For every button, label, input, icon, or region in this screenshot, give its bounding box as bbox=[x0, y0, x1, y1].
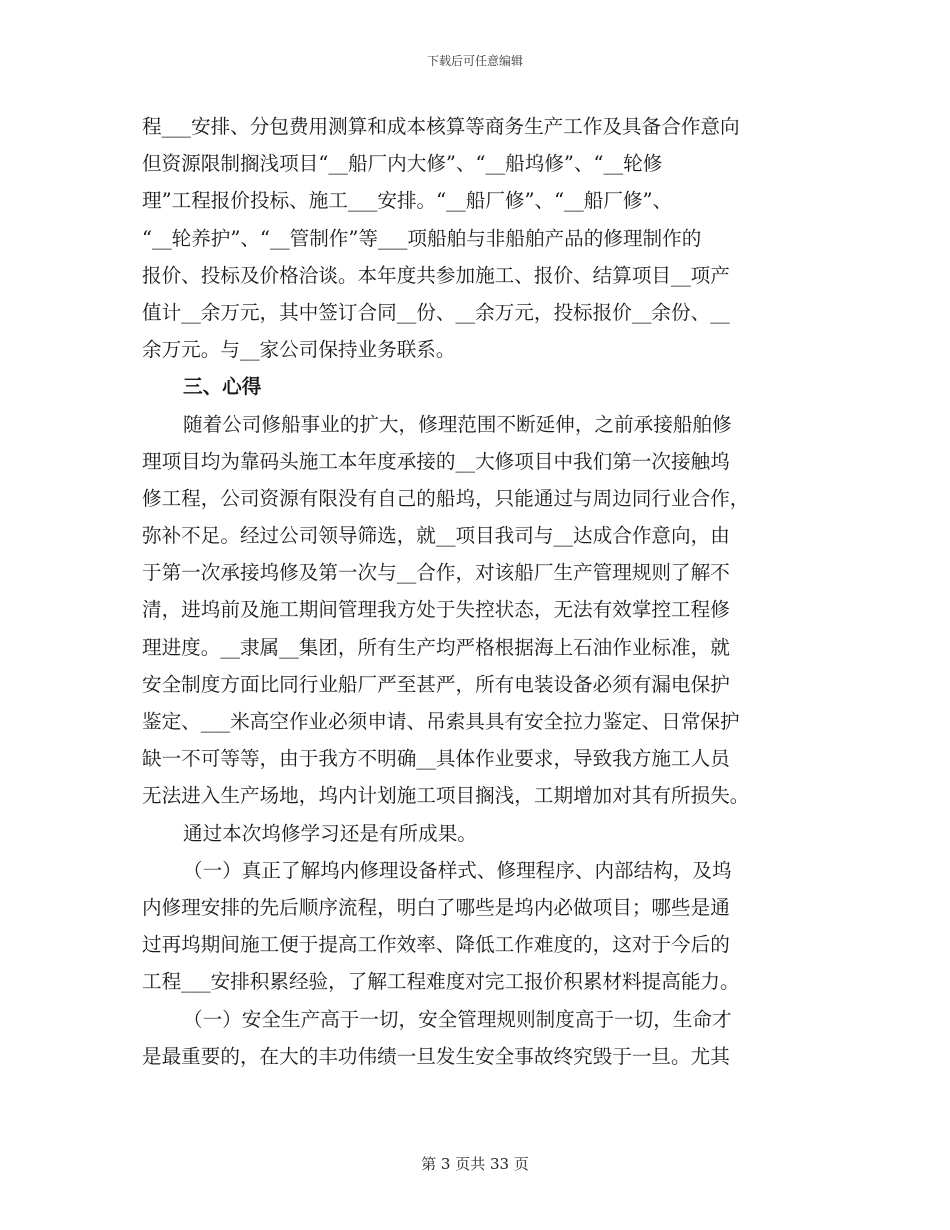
paragraph-line: 于第一次承接坞修及第一次与__合作，对该船厂生产管理规则了解不 bbox=[142, 561, 730, 585]
paragraph-line: 理”工程报价投标、施工___安排。“__船厂修”、“__船厂修”、 bbox=[142, 189, 673, 213]
document-body bbox=[142, 108, 812, 1075]
paragraph-line: 无法进入生产场地，坞内计划施工项目搁浅，工期增加对其有所损失。 bbox=[142, 784, 750, 808]
paragraph-line: 理进度。__隶属__集团，所有生产均严格根据海上石油作业标准，就 bbox=[142, 635, 730, 659]
section-heading: 三、心得 bbox=[183, 375, 262, 399]
paragraph-line: 修工程，公司资源有限没有自己的船坞，只能通过与周边同行业合作， bbox=[142, 486, 750, 510]
page-header: 下载后可任意编辑 bbox=[426, 54, 523, 68]
paragraph-line: （一）真正了解坞内修理设备样式、修理程序、内部结构，及坞 bbox=[183, 858, 732, 882]
paragraph-line: 缺一不可等等，由于我方不明确__具体作业要求，导致我方施工人员 bbox=[142, 747, 730, 771]
paragraph-line: “__轮养护”、“__管制作”等___项船舶与非船舶产品的修理制作的 bbox=[142, 226, 702, 250]
paragraph-line: 报价、投标及价格洽谈。本年度共参加施工、报价、结算项目__项产 bbox=[142, 263, 730, 287]
paragraph-line: 工程___安排积累经验，了解工程难度对完工报价积累材料提高能力。 bbox=[142, 970, 740, 994]
paragraph-line: 但资源限制搁浅项目“__船厂内大修”、“__船坞修”、“__轮修 bbox=[142, 152, 663, 176]
paragraph-line: 内修理安排的先后顺序流程，明白了哪些是坞内必做项目；哪些是通 bbox=[142, 895, 730, 919]
paragraph-line: 是最重要的，在大的丰功伟绩一旦发生安全事故终究毁于一旦。尤其 bbox=[142, 1044, 730, 1068]
paragraph-line: 过再坞期间施工便于提高工作效率、降低工作难度的，这对于今后的 bbox=[142, 933, 730, 957]
paragraph-line: 通过本次坞修学习还是有所成果。 bbox=[183, 821, 477, 845]
paragraph-line: 余万元。与__家公司保持业务联系。 bbox=[142, 338, 456, 362]
paragraph-line: 程___安排、分包费用测算和成本核算等商务生产工作及具备合作意向 bbox=[142, 115, 740, 138]
paragraph-line: （一）安全生产高于一切，安全管理规则制度高于一切，生命才 bbox=[183, 1007, 732, 1031]
paragraph-line: 鉴定、___米高空作业必须申请、吊索具具有安全拉力鉴定、日常保护 bbox=[142, 710, 740, 733]
page-footer: 第 3 页共 33 页 bbox=[421, 1155, 529, 1173]
paragraph-line: 安全制度方面比同行业船厂严至甚严，所有电装设备必须有漏电保护 bbox=[142, 672, 730, 696]
paragraph-line: 值计__余万元，其中签订合同__份、__余万元，投标报价__余份、__ bbox=[142, 300, 730, 324]
paragraph-line: 清，进坞前及施工期间管理我方处于失控状态，无法有效掌控工程修 bbox=[142, 598, 730, 622]
paragraph-line: 弥补不足。经过公司领导筛选，就__项目我司与__达成合作意向，由 bbox=[142, 524, 730, 548]
paragraph-line: 理项目均为靠码头施工本年度承接的__大修项目中我们第一次接触坞 bbox=[142, 449, 730, 473]
paragraph-line: 随着公司修船事业的扩大，修理范围不断延伸，之前承接船舶修 bbox=[183, 412, 732, 436]
